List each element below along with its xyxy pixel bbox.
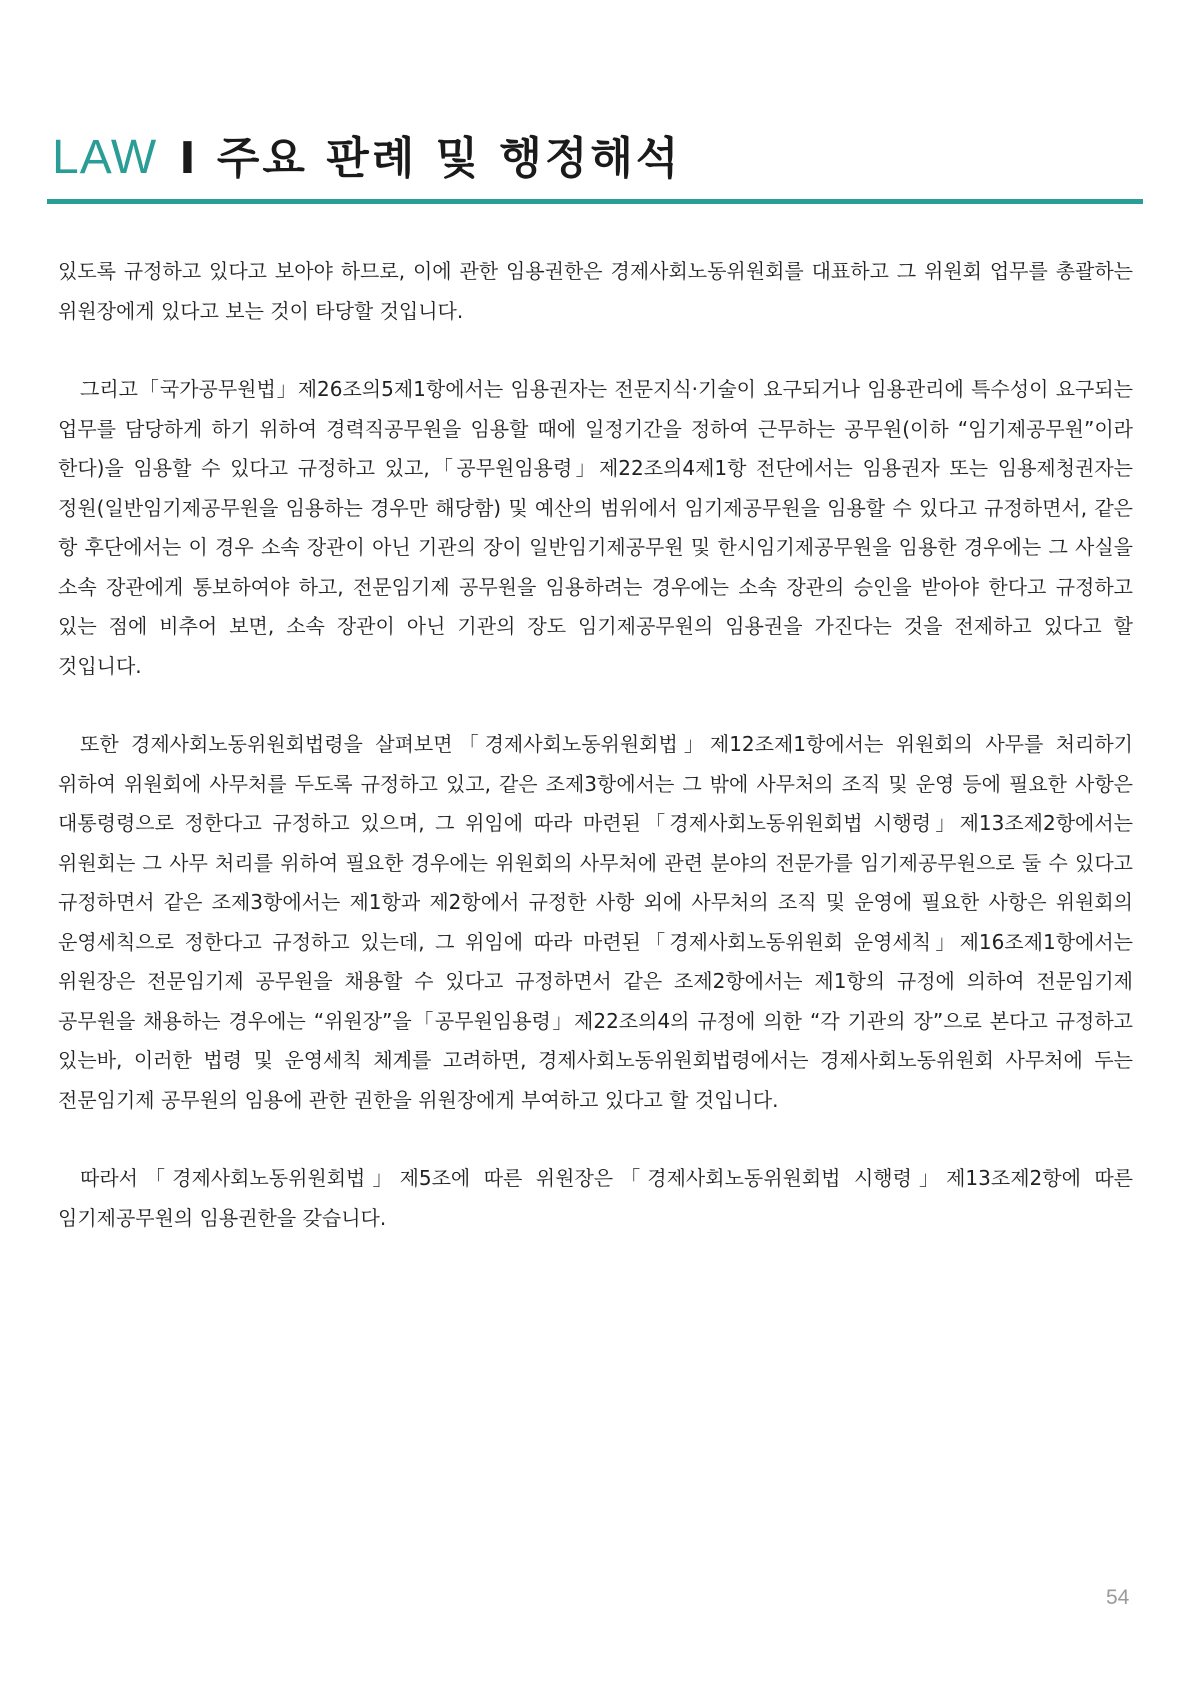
page-number: 54 xyxy=(1106,1586,1130,1609)
header-divider xyxy=(47,199,1143,204)
document-body xyxy=(58,252,1133,1277)
paragraph-conclusion: 따라서「경제사회노동위원회법」제5조에 따른 위원장은「경제사회노동위원회법 시행령」제13조제2항에 따른 임기제공무원의 임용권한을 갖습니다. xyxy=(58,1166,1133,1230)
page-header xyxy=(47,128,1143,204)
page-title: I 주요 판례 및 행정해석 xyxy=(179,133,682,184)
law-label: LAW xyxy=(52,131,158,184)
paragraph-national-public-officials-act: 그리고「국가공무원법」제26조의5제1항에서는 임용권자는 전문지식·기술이 요구되거나 임용관리에 특수성이 요구되는 업무를 담당하게 하기 위하여 경력직공무원을 임용할 때에 일정기간을 정하여 근무하는 공무원(이하 “임기제공무원”이라 한다)을 임용할 수 있다고 규정하고 있고,「공무원임용령」제22조의4제1항 전단에서는 임용권자 또는 임용제청권자는 정원(일반임기제공무원을 임용하는 경우만 해당함) 및 예산의 범위에서 임기제공무원을 임용할 수 있다고 규정하면서, 같은 항 후단에서는 이 경우 소속 장관이 아닌 기관의 장이 일반임기제공무원 및 한시임기제공무원을 임용한 경우에는 그 사실을 소속 장관에게 통보하여야 하고, 전문임기제 공무원을 임용하려는 경우에는 소속 장관의 승인을 받아야 한다고 규정하고 있는 점에 비추어 보면, 소속 장관이 아닌 기관의 장도 임기제공무원의 임용권을 가진다는 것을 전제하고 있다고 할 것입니다. xyxy=(58,377,1133,678)
header-title xyxy=(52,128,681,198)
paragraph-commission-act-review: 또한 경제사회노동위원회법령을 살펴보면「경제사회노동위원회법」제12조제1항에서는 위원회의 사무를 처리하기 위하여 위원회에 사무처를 두도록 규정하고 있고, 같은 조제3항에서는 그 밖에 사무처의 조직 및 운영 등에 필요한 사항은 대통령령으로 정한다고 규정하고 있으며, 그 위임에 따라 마련된「경제사회노동위원회법 시행령」제13조제2항에서는 위원회는 그 사무 처리를 위하여 필요한 경우에는 위원회의 사무처에 관련 분야의 전문가를 임기제공무원으로 둘 수 있다고 규정하면서 같은 조제3항에서는 제1항과 제2항에서 규정한 사항 외에 사무처의 조직 및 운영에 필요한 사항은 위원회의 운영세칙으로 정한다고 규정하고 있는데, 그 위임에 따라 마련된「경제사회노동위원회 운영세칙」제16조제1항에서는 위원장은 전문임기제 공무원을 채용할 수 있다고 규정하면서 같은 조제2항에서는 제1항의 규정에 의하여 전문임기제 공무원을 채용하는 경우에는 “위원장”을「공무원임용령」제22조의4의 규정에 의한 “각 기관의 장”으로 본다고 규정하고 있는바, 이러한 법령 및 운영세칙 체계를 고려하면, 경제사회노동위원회법령에서는 경제사회노동위원회 사무처에 두는 전문임기제 공무원의 임용에 관한 권한을 위원장에게 부여하고 있다고 할 것입니다. xyxy=(58,732,1133,1112)
paragraph-continued: 있도록 규정하고 있다고 보아야 하므로, 이에 관한 임용권한은 경제사회노동위원회를 대표하고 그 위원회 업무를 총괄하는 위원장에게 있다고 보는 것이 타당할 것입니다. xyxy=(58,259,1133,323)
